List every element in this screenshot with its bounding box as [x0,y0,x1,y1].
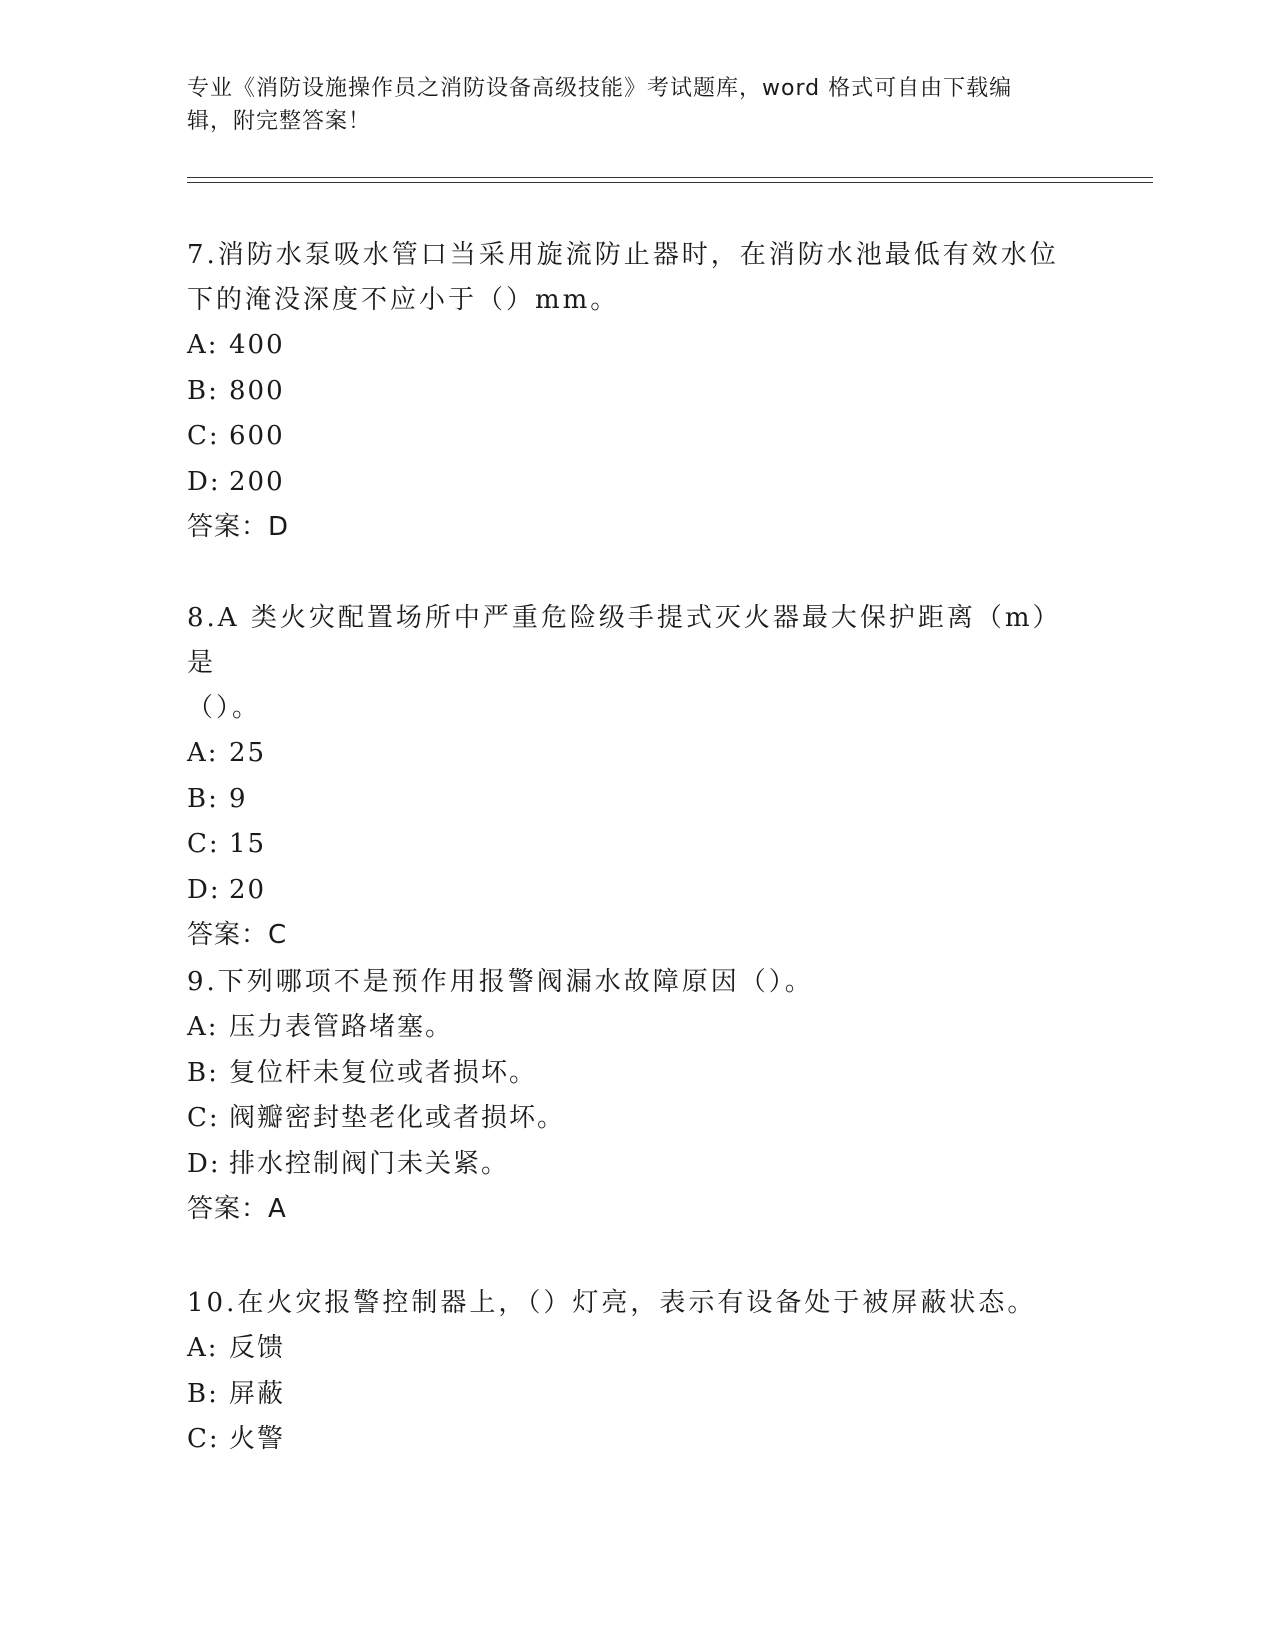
option-c [187,822,1087,868]
question-text-line-1: 7.消防水泵吸水管口当采用旋流防止器时，在消防水池最低有效水位 [187,240,1059,270]
option-text: 复位杆未复位或者损坏。 [229,1057,538,1088]
option-b [187,1372,1087,1418]
option-d [187,1142,1087,1188]
option-letter: A: [187,738,219,768]
option-c [187,1096,1087,1142]
option-a [187,1326,1087,1372]
question-text-line-2: 下的淹没深度不应小于（）mm。 [187,285,620,315]
option-b [187,369,1087,415]
option-letter: C: [187,829,220,859]
question-text [187,960,1087,1005]
option-text: 压力表管路堵塞。 [229,1012,454,1042]
option-text: 400 [229,330,285,360]
option-letter: B: [187,375,219,406]
option-text: 排水控制阀门未关紧。 [229,1148,510,1179]
question-text-line-1: 10.在火灾报警控制器上，（）灯亮，表示有设备处于被屏蔽状态。 [187,1288,1037,1318]
option-text: 9 [229,783,248,814]
option-letter: B: [187,1057,219,1088]
option-text: 阀瓣密封垫老化或者损坏。 [229,1103,566,1133]
question-text [187,233,1087,323]
question-text [187,1281,1087,1326]
option-text: 600 [229,421,285,451]
question-7 [187,233,1087,550]
option-d [187,868,1087,914]
header-divider-bottom [187,182,1153,183]
option-c [187,1417,1087,1463]
question-text-line-1: 9.下列哪项不是预作用报警阀漏水故障原因（）。 [187,967,814,997]
option-text: 反馈 [229,1333,286,1363]
option-text: 800 [229,375,285,406]
option-text: 200 [229,466,285,497]
option-letter: D: [187,466,221,497]
option-letter: C: [187,1103,220,1133]
header-divider-top [187,177,1153,178]
option-text: 屏蔽 [229,1378,286,1409]
option-text: 20 [229,874,267,905]
header-line-1: 专业《消防设施操作员之消防设备高级技能》考试题库，word 格式可自由下载编 [187,76,1013,101]
option-d [187,460,1087,506]
question-text-line-2: （）。 [187,693,262,723]
option-letter: D: [187,1148,221,1179]
option-letter: B: [187,1378,219,1409]
option-letter: D: [187,874,221,905]
option-text: 火警 [229,1424,286,1454]
question-text [187,596,1087,731]
option-b [187,777,1087,823]
option-letter: A: [187,330,219,360]
option-c [187,414,1087,460]
question-9 [187,960,1087,1232]
option-letter: A: [187,1012,219,1042]
header-line-2: 辑，附完整答案！ [187,109,372,134]
option-text: 25 [229,738,267,768]
question-8 [187,596,1087,958]
option-a [187,731,1087,777]
option-a [187,1005,1087,1051]
answer: 答案：D [187,512,290,542]
question-text-line-1: 8.A 类火灾配置场所中严重危险级手提式灭火器最大保护距离（m）是 [187,603,1062,678]
option-text: 15 [229,829,267,859]
question-10 [187,1281,1087,1463]
option-letter: A: [187,1333,219,1363]
option-letter: C: [187,1424,220,1454]
option-a [187,323,1087,369]
option-letter: C: [187,421,220,451]
option-b [187,1051,1087,1097]
answer: 答案：A [187,1194,287,1224]
answer: 答案：C [187,920,288,950]
document-header [187,72,1067,138]
option-letter: B: [187,783,219,814]
